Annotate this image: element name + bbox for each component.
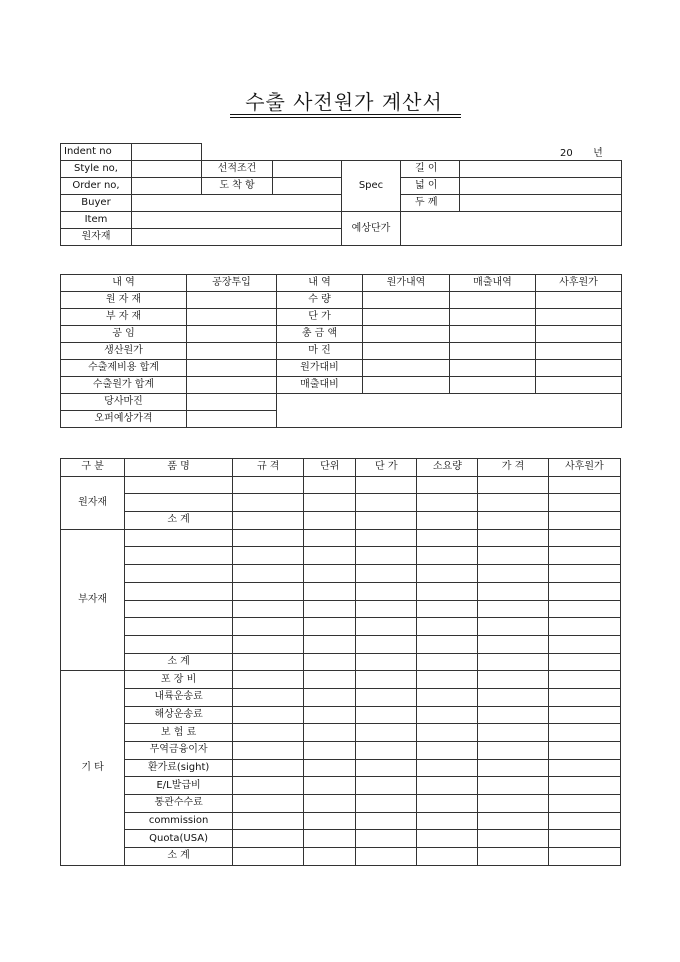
unit-cell[interactable] (304, 742, 356, 760)
spec-cell[interactable] (233, 795, 304, 813)
unit-price-cell[interactable] (356, 759, 417, 777)
spec-cell[interactable] (233, 759, 304, 777)
price-cell[interactable] (478, 512, 548, 530)
quantity-cell[interactable] (417, 582, 478, 600)
spec-cell[interactable] (233, 812, 304, 830)
unit-price-cell[interactable] (356, 688, 417, 706)
title-underline-double (230, 117, 461, 118)
unit-cell[interactable] (304, 618, 356, 636)
unit-cell[interactable] (304, 529, 356, 547)
spec-cell[interactable] (233, 476, 304, 494)
style-no-label: Style no, (61, 161, 132, 178)
summary-right-label: 원가대비 (277, 360, 363, 377)
quantity-cell[interactable] (417, 742, 478, 760)
item-name-cell[interactable] (125, 635, 233, 653)
quantity-cell[interactable] (417, 547, 478, 565)
unit-price-cell[interactable] (356, 795, 417, 813)
post-cost-cell[interactable] (548, 724, 620, 742)
detail-header: 사후원가 (548, 459, 620, 477)
summary-cell[interactable] (363, 309, 450, 326)
quantity-cell[interactable] (417, 565, 478, 583)
thickness-label: 두 께 (401, 195, 460, 212)
detail-header: 구 분 (61, 459, 125, 477)
post-cost-cell[interactable] (548, 830, 620, 848)
summary-cell[interactable] (450, 326, 536, 343)
length-label: 길 이 (401, 161, 460, 178)
unit-price-cell[interactable] (356, 635, 417, 653)
summary-left-label: 생산원가 (61, 343, 187, 360)
etc-item-label: 포 장 비 (125, 671, 233, 689)
unit-price-cell[interactable] (356, 706, 417, 724)
price-cell[interactable] (478, 830, 548, 848)
indent-no-label: Indent no (61, 144, 132, 161)
price-cell[interactable] (478, 600, 548, 618)
summary-cell[interactable] (450, 292, 536, 309)
spec-label: Spec (342, 161, 401, 212)
quantity-cell[interactable] (417, 671, 478, 689)
price-cell[interactable] (478, 742, 548, 760)
summary-cell[interactable] (450, 377, 536, 394)
subtotal-label: 소 계 (125, 653, 233, 671)
detail-header: 품 명 (125, 459, 233, 477)
unit-cell[interactable] (304, 635, 356, 653)
summary-cell[interactable] (536, 309, 622, 326)
etc-item-label: E/L발급비 (125, 777, 233, 795)
post-cost-cell[interactable] (548, 759, 620, 777)
unit-cell[interactable] (304, 795, 356, 813)
price-cell[interactable] (478, 777, 548, 795)
shipping-terms-label: 선적조건 (202, 161, 273, 178)
detail-header: 가 격 (478, 459, 548, 477)
etc-item-label: Quota(USA) (125, 830, 233, 848)
summary-left-label: 수출원가 합계 (61, 377, 187, 394)
item-name-cell[interactable] (125, 529, 233, 547)
header-info-table (60, 143, 622, 246)
post-cost-cell[interactable] (548, 671, 620, 689)
quantity-cell[interactable] (417, 706, 478, 724)
summary-cell[interactable] (450, 360, 536, 377)
summary-cell[interactable] (363, 292, 450, 309)
detail-header-row (61, 459, 621, 477)
width-label: 넓 이 (401, 178, 460, 195)
indent-no-input[interactable] (132, 144, 202, 161)
unit-cell[interactable] (304, 848, 356, 866)
unit-price-cell[interactable] (356, 671, 417, 689)
spec-cell[interactable] (233, 565, 304, 583)
post-cost-cell[interactable] (548, 777, 620, 795)
unit-price-cell[interactable] (356, 494, 417, 512)
spec-cell[interactable] (233, 653, 304, 671)
post-cost-cell[interactable] (548, 582, 620, 600)
summary-right-label: 단 가 (277, 309, 363, 326)
post-cost-cell[interactable] (548, 848, 620, 866)
price-cell[interactable] (478, 635, 548, 653)
item-name-cell[interactable] (125, 494, 233, 512)
arrival-port-label: 도 착 항 (202, 178, 273, 195)
quantity-cell[interactable] (417, 848, 478, 866)
summary-right-label: 총 금 액 (277, 326, 363, 343)
quantity-cell[interactable] (417, 812, 478, 830)
post-cost-cell[interactable] (548, 812, 620, 830)
spec-cell[interactable] (233, 777, 304, 795)
price-cell[interactable] (478, 618, 548, 636)
unit-cell[interactable] (304, 706, 356, 724)
item-name-cell[interactable] (125, 618, 233, 636)
summary-left-label: 공 임 (61, 326, 187, 343)
summary-cell[interactable] (536, 360, 622, 377)
post-cost-cell[interactable] (548, 512, 620, 530)
price-cell[interactable] (478, 565, 548, 583)
unit-cell[interactable] (304, 724, 356, 742)
expected-unit-price-label: 예상단가 (342, 212, 401, 246)
unit-price-cell[interactable] (356, 653, 417, 671)
summary-left-label: 부 자 재 (61, 309, 187, 326)
thickness-input[interactable] (460, 195, 622, 212)
title-underline (230, 114, 461, 115)
etc-item-label: 통관수수료 (125, 795, 233, 813)
group-etc-label: 기 타 (61, 671, 125, 866)
quantity-cell[interactable] (417, 618, 478, 636)
spec-cell[interactable] (233, 724, 304, 742)
summary-right-label: 마 진 (277, 343, 363, 360)
summary-header: 공장투입 (187, 275, 277, 292)
price-cell[interactable] (478, 494, 548, 512)
post-cost-cell[interactable] (548, 494, 620, 512)
quantity-cell[interactable] (417, 830, 478, 848)
unit-price-cell[interactable] (356, 565, 417, 583)
year-prefix: 20 (560, 148, 573, 159)
summary-left-label: 오퍼예상가격 (61, 411, 187, 428)
subtotal-label: 소 계 (125, 848, 233, 866)
quantity-cell[interactable] (417, 777, 478, 795)
post-cost-cell[interactable] (548, 529, 620, 547)
unit-cell[interactable] (304, 812, 356, 830)
quantity-cell[interactable] (417, 724, 478, 742)
spec-cell[interactable] (233, 688, 304, 706)
etc-item-label: 환가료(sight) (125, 759, 233, 777)
post-cost-cell[interactable] (548, 795, 620, 813)
spec-cell[interactable] (233, 742, 304, 760)
post-cost-cell[interactable] (548, 688, 620, 706)
price-cell[interactable] (478, 476, 548, 494)
item-name-cell[interactable] (125, 547, 233, 565)
quantity-cell[interactable] (417, 759, 478, 777)
summary-cell[interactable] (363, 377, 450, 394)
raw-material-label: 원자재 (61, 229, 132, 246)
etc-item-label: 무역금융이자 (125, 742, 233, 760)
quantity-cell[interactable] (417, 795, 478, 813)
width-input[interactable] (460, 178, 622, 195)
quantity-cell[interactable] (417, 494, 478, 512)
summary-right-label: 수 량 (277, 292, 363, 309)
price-cell[interactable] (478, 547, 548, 565)
item-input[interactable] (132, 212, 342, 229)
quantity-cell[interactable] (417, 600, 478, 618)
unit-price-cell[interactable] (356, 600, 417, 618)
price-cell[interactable] (478, 706, 548, 724)
quantity-cell[interactable] (417, 476, 478, 494)
unit-price-cell[interactable] (356, 547, 417, 565)
summary-cell[interactable] (450, 343, 536, 360)
summary-header: 사후원가 (536, 275, 622, 292)
post-cost-cell[interactable] (548, 706, 620, 724)
unit-price-cell[interactable] (356, 724, 417, 742)
item-name-cell[interactable] (125, 582, 233, 600)
detail-breakdown-table (60, 458, 621, 866)
unit-price-cell[interactable] (356, 512, 417, 530)
quantity-cell[interactable] (417, 688, 478, 706)
summary-left-label: 원 자 재 (61, 292, 187, 309)
item-name-cell[interactable] (125, 565, 233, 583)
spec-cell[interactable] (233, 635, 304, 653)
etc-item-label: 내륙운송료 (125, 688, 233, 706)
unit-cell[interactable] (304, 565, 356, 583)
unit-cell[interactable] (304, 582, 356, 600)
price-cell[interactable] (478, 812, 548, 830)
unit-price-cell[interactable] (356, 812, 417, 830)
spec-cell[interactable] (233, 547, 304, 565)
summary-cell[interactable] (187, 309, 277, 326)
summary-header-row (61, 275, 622, 292)
quantity-cell[interactable] (417, 635, 478, 653)
summary-blank-area (277, 394, 622, 428)
detail-header: 단 가 (356, 459, 417, 477)
unit-cell[interactable] (304, 600, 356, 618)
unit-price-cell[interactable] (356, 529, 417, 547)
cost-summary-table (60, 274, 622, 428)
unit-price-cell[interactable] (356, 476, 417, 494)
etc-item-label: commission (125, 812, 233, 830)
summary-cell[interactable] (363, 326, 450, 343)
unit-price-cell[interactable] (356, 848, 417, 866)
unit-cell[interactable] (304, 494, 356, 512)
etc-item-label: 보 험 료 (125, 724, 233, 742)
post-cost-cell[interactable] (548, 565, 620, 583)
year-suffix: 년 (593, 148, 603, 159)
summary-left-label: 당사마진 (61, 394, 187, 411)
post-cost-cell[interactable] (548, 635, 620, 653)
blank-area (202, 144, 622, 161)
summary-cell[interactable] (536, 377, 622, 394)
price-cell[interactable] (478, 795, 548, 813)
shipping-terms-input[interactable] (273, 161, 342, 178)
post-cost-cell[interactable] (548, 600, 620, 618)
spec-cell[interactable] (233, 830, 304, 848)
document-title: 수출 사전원가 계산서 (245, 90, 443, 114)
post-cost-cell[interactable] (548, 742, 620, 760)
summary-cell[interactable] (536, 326, 622, 343)
detail-header: 규 격 (233, 459, 304, 477)
spec-cell[interactable] (233, 671, 304, 689)
summary-cell[interactable] (450, 309, 536, 326)
arrival-port-input[interactable] (273, 178, 342, 195)
spec-cell[interactable] (233, 529, 304, 547)
order-no-label: Order no, (61, 178, 132, 195)
post-cost-cell[interactable] (548, 653, 620, 671)
unit-price-cell[interactable] (356, 618, 417, 636)
unit-cell[interactable] (304, 688, 356, 706)
detail-header: 소요량 (417, 459, 478, 477)
unit-cell[interactable] (304, 512, 356, 530)
quantity-cell[interactable] (417, 512, 478, 530)
summary-cell[interactable] (187, 360, 277, 377)
spec-cell[interactable] (233, 600, 304, 618)
order-no-input[interactable] (132, 178, 202, 195)
unit-price-cell[interactable] (356, 582, 417, 600)
style-no-input[interactable] (132, 161, 202, 178)
summary-cell[interactable] (187, 411, 277, 428)
group-sub-material-label: 부자재 (61, 529, 125, 671)
price-cell[interactable] (478, 848, 548, 866)
summary-cell[interactable] (187, 326, 277, 343)
summary-cell[interactable] (536, 343, 622, 360)
detail-header: 단위 (304, 459, 356, 477)
summary-header: 내 역 (61, 275, 187, 292)
buyer-input[interactable] (132, 195, 342, 212)
price-cell[interactable] (478, 759, 548, 777)
post-cost-cell[interactable] (548, 618, 620, 636)
post-cost-cell[interactable] (548, 547, 620, 565)
length-input[interactable] (460, 161, 622, 178)
summary-cell[interactable] (187, 343, 277, 360)
buyer-label: Buyer (61, 195, 132, 212)
summary-right-label: 매출대비 (277, 377, 363, 394)
post-cost-cell[interactable] (548, 476, 620, 494)
summary-left-label: 수출제비용 합계 (61, 360, 187, 377)
spec-cell[interactable] (233, 618, 304, 636)
unit-cell[interactable] (304, 830, 356, 848)
summary-header: 원가내역 (363, 275, 450, 292)
summary-cell[interactable] (187, 394, 277, 411)
spec-cell[interactable] (233, 512, 304, 530)
price-cell[interactable] (478, 688, 548, 706)
unit-cell[interactable] (304, 777, 356, 795)
summary-header: 내 역 (277, 275, 363, 292)
spec-cell[interactable] (233, 582, 304, 600)
item-name-cell[interactable] (125, 476, 233, 494)
unit-cell[interactable] (304, 671, 356, 689)
spec-cell[interactable] (233, 848, 304, 866)
item-label: Item (61, 212, 132, 229)
price-cell[interactable] (478, 582, 548, 600)
subtotal-label: 소 계 (125, 512, 233, 530)
summary-cell[interactable] (536, 292, 622, 309)
raw-material-input[interactable] (132, 229, 342, 246)
unit-price-cell[interactable] (356, 742, 417, 760)
summary-cell[interactable] (363, 343, 450, 360)
spec-cell[interactable] (233, 706, 304, 724)
group-raw-material-label: 원자재 (61, 476, 125, 529)
unit-price-cell[interactable] (356, 777, 417, 795)
price-cell[interactable] (478, 653, 548, 671)
unit-cell[interactable] (304, 476, 356, 494)
unit-cell[interactable] (304, 759, 356, 777)
summary-cell[interactable] (187, 377, 277, 394)
price-cell[interactable] (478, 724, 548, 742)
unit-cell[interactable] (304, 547, 356, 565)
item-name-cell[interactable] (125, 600, 233, 618)
unit-cell[interactable] (304, 653, 356, 671)
price-cell[interactable] (478, 671, 548, 689)
expected-unit-price-input[interactable] (401, 212, 622, 246)
unit-price-cell[interactable] (356, 830, 417, 848)
summary-header: 매출내역 (450, 275, 536, 292)
summary-cell[interactable] (187, 292, 277, 309)
summary-cell[interactable] (363, 360, 450, 377)
quantity-cell[interactable] (417, 653, 478, 671)
quantity-cell[interactable] (417, 529, 478, 547)
spec-cell[interactable] (233, 494, 304, 512)
price-cell[interactable] (478, 529, 548, 547)
etc-item-label: 해상운송료 (125, 706, 233, 724)
